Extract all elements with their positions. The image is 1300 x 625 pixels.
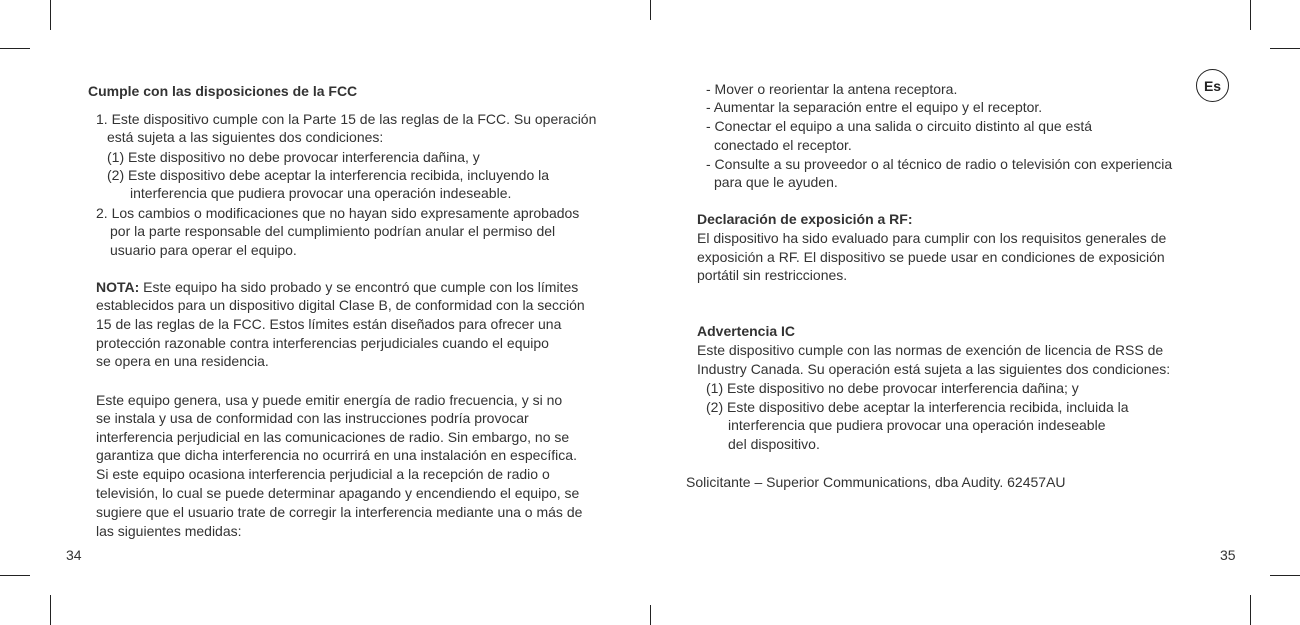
nota-text: Este equipo ha sido probado y se encontró que cumple con los límites (139, 279, 579, 295)
measure-line: para que le ayuden. (714, 174, 838, 190)
rf-heading: Declaración de exposición a RF: (697, 211, 913, 227)
rf-line: El dispositivo ha sido evaluado para cumplir con los requisitos generales de (697, 230, 1167, 246)
ic-line: (1) Este dispositivo no debe provocar interferencia dañina; y (706, 380, 1079, 396)
crop-mark (1250, 0, 1251, 30)
rf-line: exposición a RF. El dispositivo se puede usar en condiciones de exposición (697, 249, 1165, 265)
measure-line: - Mover o reorientar la antena receptora. (706, 81, 958, 97)
ic-line: Industry Canada. Su operación está sujeta a las siguientes dos condiciones: (697, 361, 1171, 377)
para-line: se instala y usa de conformidad con las instrucciones podría provocar (96, 410, 529, 426)
ic-line: del dispositivo. (728, 436, 820, 452)
rf-line: portátil sin restricciones. (697, 267, 848, 283)
list-line: 2. Los cambios o modificaciones que no hayan sido expresamente aprobados (96, 205, 580, 221)
nota-line: establecidos para un dispositivo digital Clase B, de conformidad con la sección (96, 297, 585, 313)
para-line: Si este equipo ocasiona interferencia perjudicial a la recepción de radio o (96, 466, 550, 482)
measure-line: - Consulte a su proveedor o al técnico de radio o televisión con experiencia (706, 156, 1173, 172)
list-line: por la parte responsable del cumplimiento podrían anular el permiso del (110, 223, 556, 239)
ic-heading: Advertencia IC (697, 323, 796, 339)
list-line: 1. Este dispositivo cumple con la Parte 15 de las reglas de la FCC. Su operación (96, 111, 597, 127)
applicant-line: Solicitante – Superior Communications, dba Audity. 62457AU (686, 474, 1066, 490)
crop-mark (650, 605, 651, 625)
page-number-right: 35 (1220, 547, 1236, 563)
list-line: usuario para operar el equipo. (110, 242, 297, 258)
ic-line: (2) Este dispositivo debe aceptar la interferencia recibida, incluida la (706, 399, 1129, 415)
list-line: (2) Este dispositivo debe aceptar la interferencia recibida, incluyendo la (107, 167, 550, 183)
list-line: (1) Este dispositivo no debe provocar interferencia dañina, y (107, 149, 480, 165)
nota-line: protección razonable contra interferencias perjudiciales cuando el equipo (96, 335, 549, 351)
nota-label: NOTA: (96, 279, 140, 295)
list-line: está sujeta a las siguientes dos condiciones: (107, 129, 384, 145)
crop-mark (650, 0, 651, 20)
language-badge: Es (1196, 69, 1229, 102)
crop-mark (1270, 48, 1300, 49)
para-line: garantiza que dicha interferencia no ocurrirá en una instalación en específica. (96, 447, 577, 463)
para-line: televisión, lo cual se puede determinar apagando y encendiendo el equipo, se (96, 485, 580, 501)
nota-line: se opera en una residencia. (96, 353, 269, 369)
fcc-heading: Cumple con las disposiciones de la FCC (88, 83, 358, 99)
nota-line: 15 de las reglas de la FCC. Estos límites están diseñados para ofrecer una (96, 316, 562, 332)
para-line: interferencia perjudicial en las comunicaciones de radio. Sin embargo, no se (96, 429, 570, 445)
list-line: interferencia que pudiera provocar una operación indeseable. (130, 185, 512, 201)
para-line: Este equipo genera, usa y puede emitir energía de radio frecuencia, y si no (96, 392, 563, 408)
ic-line: Este dispositivo cumple con las normas de exención de licencia de RSS de (697, 342, 1164, 358)
nota-line (96, 278, 578, 296)
crop-mark (1270, 575, 1300, 576)
ic-line: interferencia que pudiera provocar una operación indeseable (728, 417, 1106, 433)
page-number-left: 34 (66, 547, 82, 563)
measure-line: - Conectar el equipo a una salida o circuito distinto al que está (706, 118, 1093, 134)
measure-line: - Aumentar la separación entre el equipo y el receptor. (706, 99, 1043, 115)
para-line: sugiere que el usuario trate de corregir la interferencia mediante una o más de (96, 504, 583, 520)
crop-mark (1250, 595, 1251, 625)
measure-line: conectado el receptor. (714, 137, 852, 153)
para-line: las siguientes medidas: (96, 523, 242, 539)
